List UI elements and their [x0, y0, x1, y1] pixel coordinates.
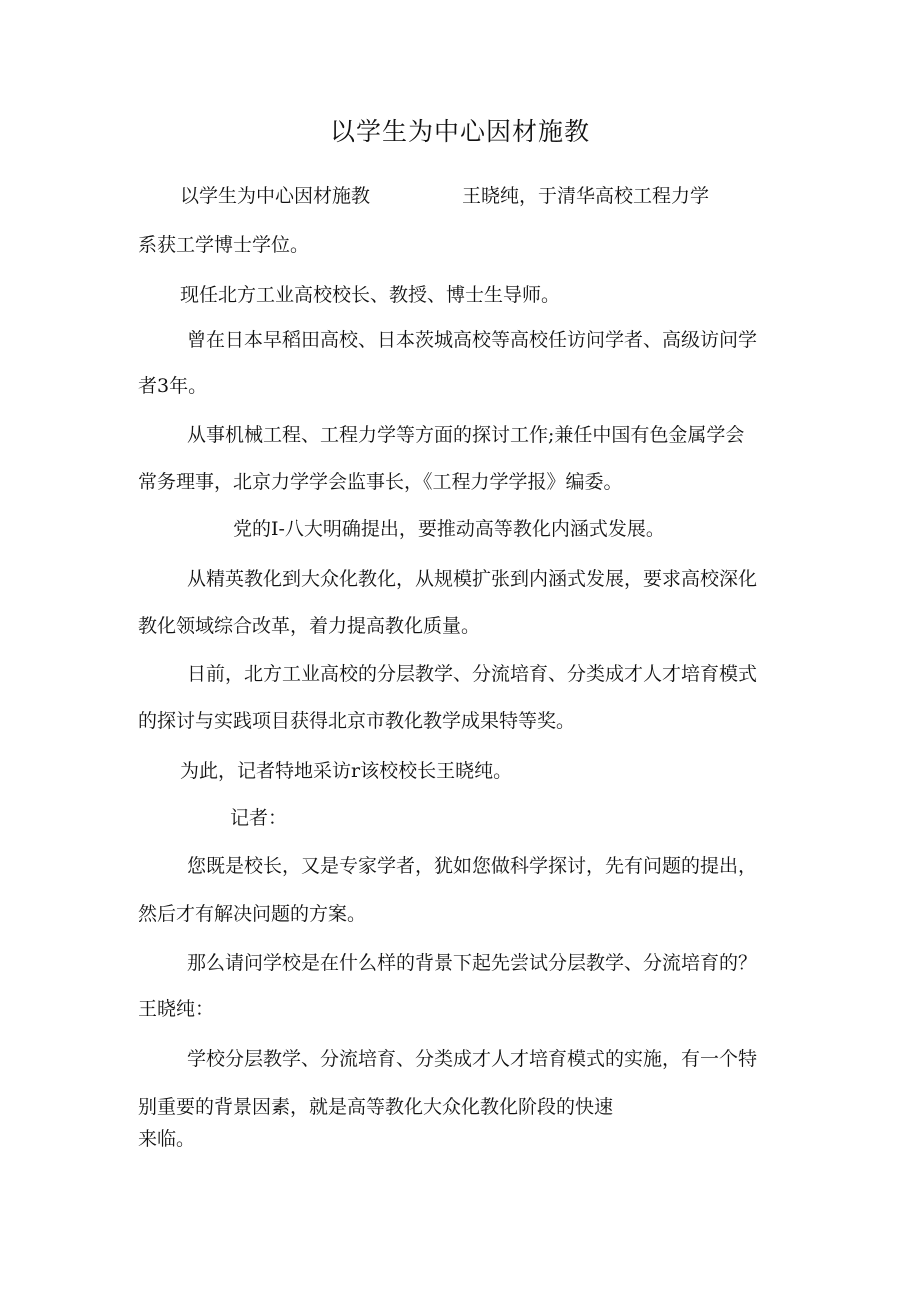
paragraph-line: 日前，北方工业高校的分层教学、分流培育、分类成才人才培育模式 [187, 663, 758, 685]
paragraph-line: 常务理事，北京力学学会监事长，《工程力学学报》编委。 [138, 471, 623, 493]
inline-title-repeat: 以学生为中心因材施教 [180, 185, 371, 207]
paragraph-line: 您既是校长，又是专家学者，犹如您做科学探讨，先有问题的提出， [187, 855, 758, 877]
paragraph-line: 从精英教化到大众化教化，从规模扩张到内涵式发展，要求高校深化 [187, 568, 758, 590]
paragraph-line: 系获工学博士学位。 [138, 234, 310, 256]
paragraph-line [180, 183, 709, 209]
paragraph-line: 党的I-八大明确提出，要推动高等教化内涵式发展。 [233, 518, 665, 540]
paragraph-line: 学校分层教学、分流培育、分类成才人才培育模式的实施，有一个特 [187, 1048, 758, 1070]
author-intro: 王晓纯，于清华高校工程力学 [462, 185, 710, 207]
paragraph-line: 的探讨与实践项目获得北京市教化教学成果特等奖。 [138, 710, 576, 732]
speaker-label-wang: 王晓纯： [138, 998, 215, 1020]
speaker-label-reporter: 记者： [230, 807, 288, 829]
paragraph-line: 从事机械工程、工程力学等方面的探讨工作;兼任中国有色金属学会 [187, 424, 745, 446]
document-title: 以学生为中心因材施教 [329, 117, 590, 146]
paragraph-line: 者3年。 [138, 375, 208, 397]
paragraph-line: 现任北方工业高校校长、教授、博士生导师。 [180, 284, 561, 306]
paragraph-line: 别重要的背景因素，就是高等教化大众化教化阶段的快速 [138, 1096, 614, 1118]
paragraph-line: 为此，记者特地采访r该校校长王晓纯。 [180, 760, 513, 782]
paragraph-line: 教化领域综合改革，着力提高教化质量。 [138, 615, 481, 637]
paragraph-line: 那么请问学校是在什么样的背景下起先尝试分层教学、分流培育的？ [187, 952, 758, 974]
paragraph-line: 来临。 [138, 1128, 196, 1150]
paragraph-line: 曾在日本早稻田高校、日本茨城高校等高校任访问学者、高级访问学 [187, 329, 758, 351]
paragraph-line: 然后才有解决问题的方案。 [138, 903, 367, 925]
